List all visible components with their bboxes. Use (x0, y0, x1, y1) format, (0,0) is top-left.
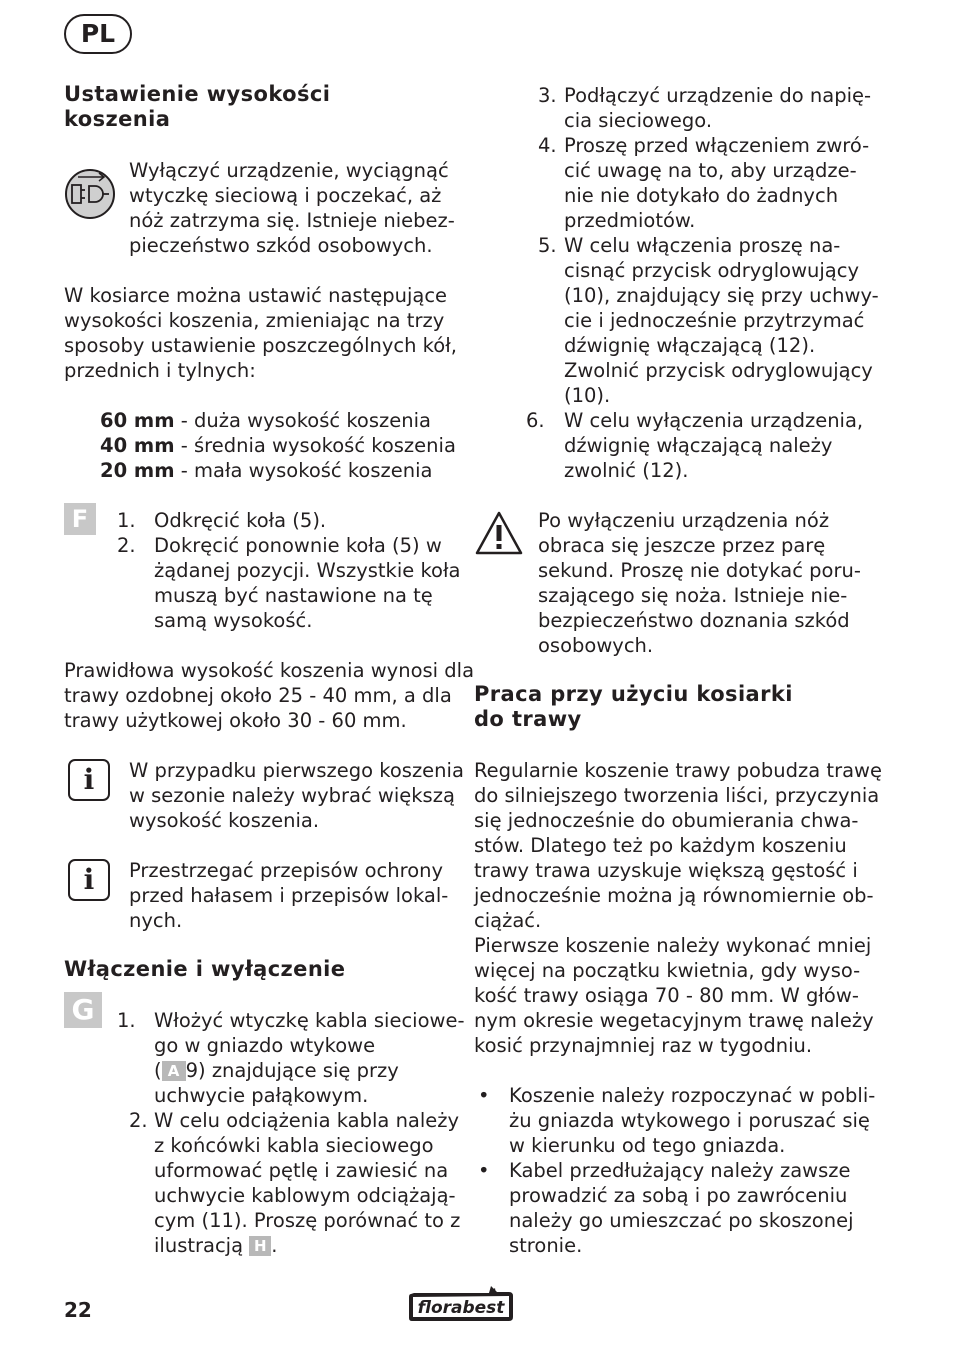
step-5-text: W celu włączenia proszę na- cisnąć przycisk odryglowujący (10), znajdujący się przy uchwy- cie i jednocześnie przytrzymać dźwignię włączającą (12). Zwolnić przycisk odryglowujący (10). (564, 234, 879, 407)
info-note-first-mowing: W przypadku pierwszego koszenia w sezonie należy wybrać większą wysokość koszenia. (129, 759, 464, 832)
height-options-list (100, 408, 456, 483)
height-option: 40 mm - średnia wysokość koszenia (100, 434, 456, 457)
step-g2-number: 2. (129, 1109, 148, 1132)
step-f2-number: 2. (117, 534, 136, 557)
step-3-text: Podłączyć urządzenie do napię- cia sieciowego. (564, 84, 872, 132)
mowing-paragraph-2: Pierwsze koszenie należy wykonać mniej więcej na początku kwietnia, gdy wyso- kość trawy osiąga 70 - 80 mm. W głów- nym okresie wegetacyjnym trawę należy kosić przynajmniej raz w tygodniu. (474, 934, 874, 1057)
language-badge: PL (64, 14, 132, 54)
figure-ref-a: A (162, 1061, 186, 1081)
step-4-text: Proszę przed włączeniem zwró- cić uwagę na to, aby urządze- nie nie dotykało do żadnych przedmiotów. (564, 134, 870, 232)
florabest-logo (405, 1285, 517, 1325)
height-option: 60 mm - duża wysokość koszenia (100, 409, 431, 432)
section-heading-on-off: Włączenie i wyłączenie (64, 957, 346, 981)
mowing-paragraph-1: Regularnie koszenie trawy pobudza trawę do silniejszego tworzenia liści, przyczynia się jednocześnie do obumierania chwa- stów. Dlatego też po każdym koszeniu trawy trawa uzyskuje większą gęstość i jednocześnie można ją równomiernie ob- ciążać. (474, 759, 882, 932)
step-3-number: 3. (538, 84, 557, 107)
proper-height-paragraph: Prawidłowa wysokość koszenia wynosi dla trawy ozdobnej około 25 - 40 mm, a dla trawy użytkowej około 30 - 60 mm. (64, 659, 475, 732)
section-heading-cutting-height: Ustawienie wysokości koszenia (64, 82, 331, 131)
step-f2-text: Dokręcić ponownie koła (5) w żądanej pozycji. Wszystkie koła muszą być nastawione na tę samą wysokość. (154, 534, 461, 632)
warning-triangle-icon (474, 510, 524, 556)
bullet-dot: • (478, 1159, 490, 1182)
page-number: 22 (64, 1298, 92, 1322)
brand-wordmark: florabest (417, 1298, 505, 1318)
step-5-number: 5. (538, 234, 557, 257)
bullet-item: Kabel przedłużający należy zawsze prowadzić za sobą i po zawróceniu należy go umieszczać po skoszonej stronie. (509, 1159, 854, 1257)
step-f1-number: 1. (117, 509, 136, 532)
blade-warning-text: Po wyłączeniu urządzenia nóż obraca się jeszcze przez parę sekund. Proszę nie dotykać poru- szającego się noża. Istnieje nie- bezpieczeństwo doznania szkód osobowych. (538, 509, 861, 657)
unplug-icon (64, 168, 116, 220)
figure-ref-g: G (64, 992, 102, 1028)
figure-ref-h: H (249, 1236, 271, 1256)
step-g2-text: W celu odciążenia kabla należy z końcówki kabla sieciowego uformować pętlę i zawiesić na uchwycie kablowym odciążają- cym (11). Proszę porównać to z ilustracją H . (154, 1109, 461, 1257)
section-heading-mowing-work: Praca przy użyciu kosiarki do trawy (474, 682, 793, 731)
info-icon: i (68, 859, 110, 901)
height-intro-paragraph: W kosiarce można ustawić następujące wysokości koszenia, zmieniając na trzy sposoby ustawienie poszczególnych kół, przednich i tylnych: (64, 284, 457, 382)
step-6-number: 6. (526, 409, 545, 432)
step-f1-text: Odkręcić koła (5). (154, 509, 327, 532)
bullet-dot: • (478, 1084, 490, 1107)
info-icon: i (68, 759, 110, 801)
step-g1-number: 1. (117, 1009, 136, 1032)
height-option: 20 mm - mała wysokość koszenia (100, 459, 433, 482)
unplug-warning-text: Wyłączyć urządzenie, wyciągnąć wtyczkę sieciową i poczekać, aż nóż zatrzyma się. Istnieje niebez- pieczeństwo szkód osobowych. (129, 159, 455, 257)
step-g1-text: Włożyć wtyczkę kabla sieciowe- go w gniazdo wtykowe ( A 9) znajdujące się przy uchwycie pałąkowym. (154, 1009, 465, 1107)
bullet-item: Koszenie należy rozpoczynać w pobli- żu gniazda wtykowego i poruszać się w kierunku od tego gniazda. (509, 1084, 876, 1157)
step-6-text: W celu wyłączenia urządzenia, dźwignię włączającą należy zwolnić (12). (564, 409, 864, 482)
step-4-number: 4. (538, 134, 557, 157)
info-note-noise-regulations: Przestrzegać przepisów ochrony przed hałasem i przepisów lokal- nych. (129, 859, 449, 932)
figure-ref-f: F (64, 503, 96, 535)
